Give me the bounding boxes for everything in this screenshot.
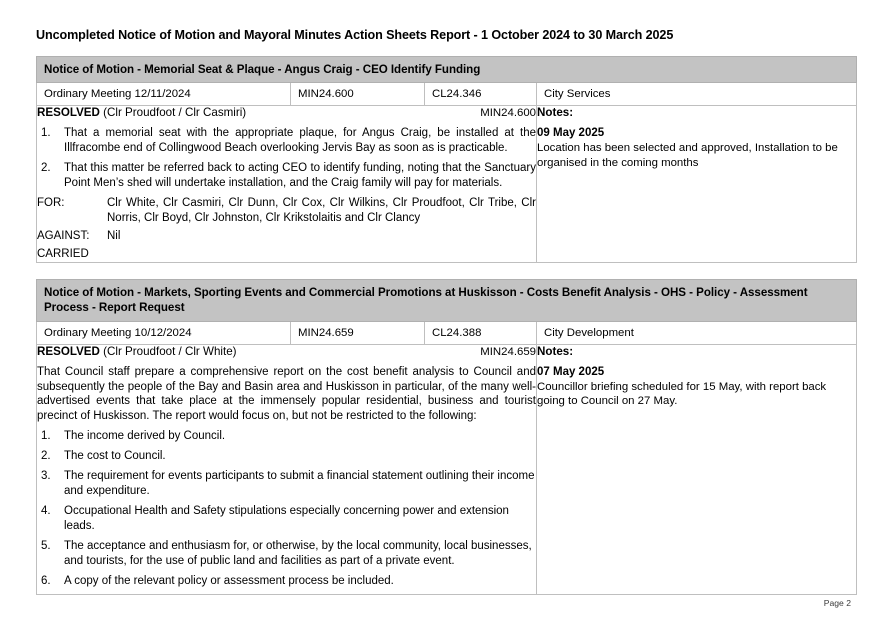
list-item-text: The acceptance and enthusiasm for, or otherwise, by the local community, local businesses, and tourists, for the use of public land and facilities as part of a private event. xyxy=(64,539,532,567)
list-item xyxy=(37,449,536,464)
notes-text: Location has been selected and approved, Installation to be organised in the coming months xyxy=(537,142,838,170)
notes-text: Councillor briefing scheduled for 15 May, with report back going to Council on 27 May. xyxy=(537,380,827,408)
list-item xyxy=(37,469,536,499)
list-item-number: 1. xyxy=(41,430,51,443)
department-cell: City Development xyxy=(537,321,857,344)
content-row xyxy=(37,106,857,263)
resolved-movers: (Clr Proudfoot / Clr Casmiri) xyxy=(103,106,247,120)
list-item-text: Occupational Health and Safety stipulations especially concerning power and extension leads. xyxy=(64,505,509,533)
list-item-text: That a memorial seat with the appropriate plaque, for Angus Craig, be installed at the Illfracombe end of Collingwood Beach overlooking Jervis Bay as soon as is practicable. xyxy=(64,127,536,155)
list-item-text: A copy of the relevant policy or assessment process be included. xyxy=(64,574,394,587)
list-item-number: 5. xyxy=(41,539,51,552)
meta-row xyxy=(37,321,857,344)
meeting-cell: Ordinary Meeting 10/12/2024 xyxy=(37,321,291,344)
list-item-number: 2. xyxy=(41,162,51,175)
resolved-ref: MIN24.659 xyxy=(480,345,536,358)
list-item-number: 6. xyxy=(41,574,51,587)
resolved-label: RESOLVED xyxy=(37,106,100,120)
min-ref-cell: MIN24.659 xyxy=(291,321,425,344)
motion-table-1 xyxy=(36,56,857,263)
vote-for-row xyxy=(37,196,536,226)
list-item-text: The income derived by Council. xyxy=(64,430,226,443)
notes-title: Notes: xyxy=(537,344,574,358)
department-cell: City Services xyxy=(537,83,857,106)
vote-against-row xyxy=(37,229,536,244)
meta-row xyxy=(37,83,857,106)
meeting-cell: Ordinary Meeting 12/11/2024 xyxy=(37,83,291,106)
resolved-line xyxy=(37,106,536,119)
notes-cell xyxy=(537,106,857,263)
motion-table-2 xyxy=(36,279,857,595)
min-ref-cell: MIN24.600 xyxy=(291,83,425,106)
resolution-cell xyxy=(37,344,537,594)
list-item-text: The requirement for events participants to submit a financial statement outlining their income and expenditure. xyxy=(64,470,535,498)
vote-against-value: Nil xyxy=(107,229,121,242)
list-item-number: 4. xyxy=(41,505,51,518)
list-item-text: The cost to Council. xyxy=(64,450,166,463)
content-row xyxy=(37,344,857,594)
vote-for-label: FOR: xyxy=(37,197,65,210)
section-header-row xyxy=(37,57,857,83)
list-item xyxy=(37,126,536,156)
resolved-movers: (Clr Proudfoot / Clr White) xyxy=(103,344,237,358)
list-item xyxy=(37,161,536,191)
page-title: Uncompleted Notice of Motion and Mayoral Minutes Action Sheets Report - 1 October 2024 to 30 March 2025 xyxy=(36,28,674,42)
notes-date: 07 May 2025 xyxy=(537,365,605,378)
list-item xyxy=(37,504,536,534)
vote-outcome: CARRIED xyxy=(37,247,89,260)
resolution-intro: That Council staff prepare a comprehensive report on the cost benefit analysis to Council and subsequently the people of the Bay and Basin area and Huskisson in particular, of the many well-advertised events that take place at the immensely popular residential, business and tourist precinct of Huskisson. The report would focus on, but not be restricted to the following: xyxy=(37,365,536,423)
list-item-number: 2. xyxy=(41,450,51,463)
list-item xyxy=(37,574,536,589)
vote-against-label: AGAINST: xyxy=(37,229,90,242)
list-item-number: 3. xyxy=(41,470,51,483)
notes-cell xyxy=(537,344,857,594)
vote-for-value: Clr White, Clr Casmiri, Clr Dunn, Clr Cox, Clr Wilkins, Clr Proudfoot, Clr Tribe, Clr Norris, Clr Boyd, Clr Johnston, Clr Krikstolaitis and Clr Clancy xyxy=(107,197,536,224)
notes-title: Notes: xyxy=(537,106,574,120)
notes-date: 09 May 2025 xyxy=(537,127,605,140)
list-item-text: That this matter be referred back to acting CEO to identify funding, noting that the Sanctuary Point Men’s shed will undertake installation, and the Craig family will pay for materials. xyxy=(64,162,536,190)
list-item xyxy=(37,539,536,569)
cl-ref-cell: CL24.388 xyxy=(425,321,537,344)
resolved-label: RESOLVED xyxy=(37,344,100,358)
resolution-cell xyxy=(37,106,537,263)
list-item xyxy=(37,429,536,444)
motion-table-2-clip xyxy=(0,279,889,587)
resolved-line xyxy=(37,345,536,358)
resolved-ref: MIN24.600 xyxy=(480,107,536,120)
page-number: Page 2 xyxy=(823,598,851,608)
section-title: Notice of Motion - Markets, Sporting Events and Commercial Promotions at Huskisson - Costs Benefit Analysis - OHS - Policy - Assessment Process - Report Request xyxy=(37,280,857,322)
section-header-row xyxy=(37,280,857,322)
section-title: Notice of Motion - Memorial Seat & Plaque - Angus Craig - CEO Identify Funding xyxy=(37,57,857,83)
list-item-number: 1. xyxy=(41,127,51,140)
cl-ref-cell: CL24.346 xyxy=(425,83,537,106)
resolution-list xyxy=(37,429,536,588)
resolution-list xyxy=(37,126,536,191)
